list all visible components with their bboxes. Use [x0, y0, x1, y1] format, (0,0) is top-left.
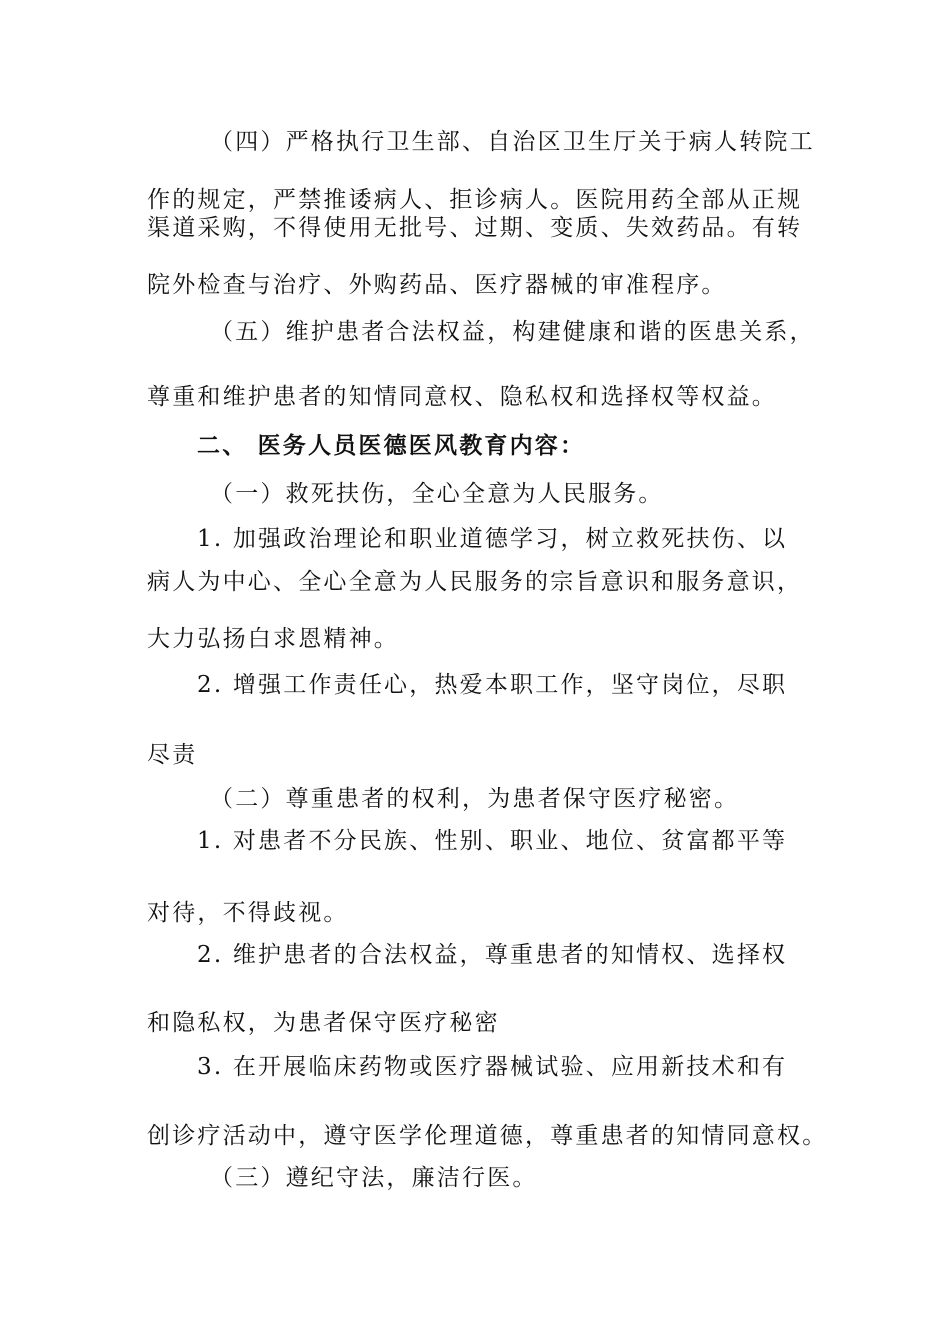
paragraph-line: 尊重和维护患者的知情同意权、隐私权和选择权等权益。 — [147, 384, 777, 410]
paragraph-line: 和隐私权，为患者保守医疗秘密 — [147, 1010, 500, 1036]
section-heading: 二、 医务人员医德医风教育内容： — [197, 433, 586, 459]
subsection-heading: （二）尊重患者的权利，为患者保守医疗秘密。 — [210, 786, 740, 812]
list-item-line: 1. 对患者不分民族、性别、职业、地位、贫富都平等 — [197, 828, 788, 854]
paragraph-line: 大力弘扬白求恩精神。 — [147, 626, 399, 652]
paragraph-line: （五）维护患者合法权益，构建健康和谐的医患关系， — [210, 319, 815, 345]
paragraph-line: 尽责 — [147, 742, 198, 768]
list-item-line: 2. 维护患者的合法权益，尊重患者的知情权、选择权 — [197, 942, 788, 968]
paragraph-line: 对待，不得歧视。 — [147, 900, 349, 926]
list-item-line: 3. 在开展临床药物或医疗器械试验、应用新技术和有 — [197, 1054, 788, 1080]
paragraph-line: （四）严格执行卫生部、自治区卫生厅关于病人转院工 — [210, 129, 815, 155]
list-item-line: 1. 加强政治理论和职业道德学习，树立救死扶伤、以 — [197, 526, 788, 552]
subsection-heading: （三）遵纪守法，廉洁行医。 — [210, 1165, 538, 1191]
paragraph-line: 病人为中心、全心全意为人民服务的宗旨意识和服务意识， — [147, 569, 803, 595]
list-item-line: 2. 增强工作责任心，热爱本职工作，坚守岗位，尽职 — [197, 672, 788, 698]
paragraph-line: 渠道采购，不得使用无批号、过期、变质、失效药品。有转 — [147, 215, 803, 241]
paragraph-line: 创诊疗活动中，遵守医学伦理道德，尊重患者的知情同意权。 — [147, 1123, 828, 1149]
subsection-heading: （一）救死扶伤，全心全意为人民服务。 — [210, 481, 664, 507]
paragraph-line: 作的规定，严禁推诿病人、拒诊病人。医院用药全部从正规 — [147, 187, 803, 213]
paragraph-line: 院外检查与治疗、外购药品、医疗器械的审准程序。 — [147, 272, 727, 298]
